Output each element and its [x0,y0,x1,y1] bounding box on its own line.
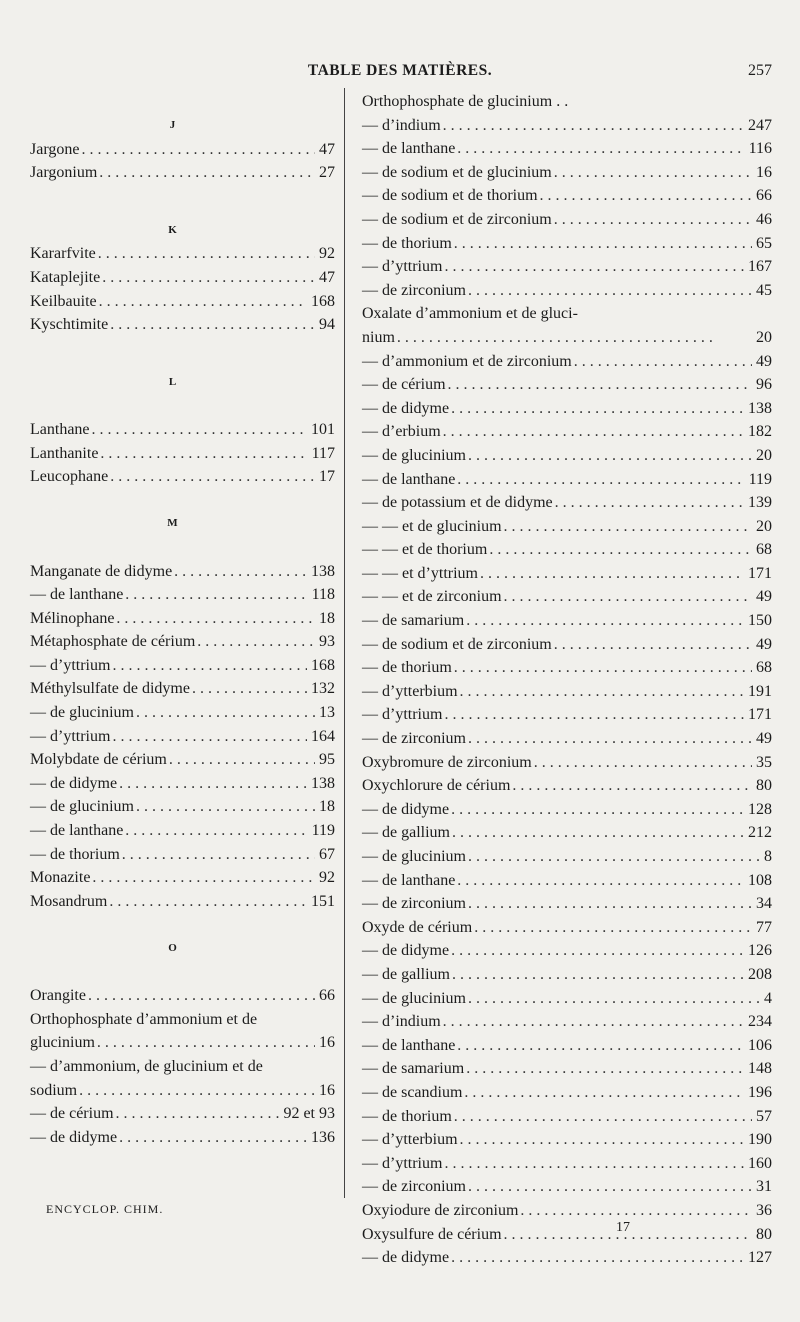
index-entry: — de lanthane . . . 108 [362,869,772,893]
index-entry: — d’yttrium . . . 164 [30,725,335,749]
index-entry: — de lanthane . . . 106 [362,1034,772,1058]
index-entry: Keilbauite . . . 168 [30,290,335,314]
running-title: TABLE DES MATIÈRES. [307,62,493,79]
index-entry: — de glucinium . . . 4 [362,987,772,1011]
index-entry: — de potassium et de didyme . . . 139 [362,491,772,515]
index-entry: — de thorium . . . 65 [362,232,772,256]
section-letter-j: J [169,119,176,131]
index-entry: — de thorium . . . 67 [30,843,335,867]
index-entry: Méthylsulfate de didyme . . . 132 [30,677,335,701]
left-column [30,114,335,1149]
index-entry: — de lanthane . . . 119 [362,468,772,492]
index-entry-line: Orthophosphate d’ammonium et de [30,1010,258,1028]
index-entry: — de lanthane . . . 116 [362,137,772,161]
index-entry: sodium . . . 16 [30,1079,335,1103]
index-entry: Molybdate de cérium . . . 95 [30,748,335,772]
index-entry: Monazite . . . 92 [30,866,335,890]
index-entry: — de glucinium . . . 18 [30,795,335,819]
signature-mark: 17 [616,1220,630,1235]
index-entry: Kararfvite . . . 92 [30,242,335,266]
index-entry: — d’yttrium . . . 168 [30,654,335,678]
page-header [0,62,800,86]
section-letter-l: L [168,375,177,388]
index-entry: nium . . . 20 [362,326,772,350]
index-entry: — de didyme . . . 136 [30,1126,335,1150]
index-entry: — d’yttrium . . . 160 [362,1152,772,1176]
index-entry: — de sodium et de thorium . . . 66 [362,184,772,208]
index-entry: — de zirconium . . . 49 [362,727,772,751]
index-entry: — d’yttrium . . . 171 [362,703,772,727]
index-entry: — de thorium . . . 57 [362,1105,772,1129]
index-entry: — de glucinium . . . 8 [362,845,772,869]
index-entry: — de sodium et de glucinium . . . 16 [362,161,772,185]
index-entry: — de zirconium . . . 45 [362,279,772,303]
index-entry: — d’ytterbium . . . 191 [362,680,772,704]
right-column [362,90,772,1270]
index-entry: — de didyme . . . 138 [362,397,772,421]
index-entry: Mélinophane . . . 18 [30,607,335,631]
publisher-footer: ENCYCLOP. CHIM. [46,1202,164,1216]
index-entry: glucinium . . . 16 [30,1031,335,1055]
section-letter-k: K [168,223,177,236]
index-entry-line: Oxalate d’ammonium et de gluci- [362,305,578,323]
index-entry: — de samarium . . . 148 [362,1057,772,1081]
index-entry: — de didyme . . . 127 [362,1246,772,1270]
index-entry: — d’yttrium . . . 167 [362,255,772,279]
index-entry: — de gallium . . . 212 [362,821,772,845]
index-entry: — — et de glucinium . . . 20 [362,515,772,539]
index-entry: Mosandrum . . . 151 [30,890,335,914]
page-number: 257 [748,62,772,79]
index-entry: Orangite . . . 66 [30,984,335,1008]
index-entry: Lanthane . . . 101 [30,418,335,442]
index-entry: Oxychlorure de cérium . . . 80 [362,774,772,798]
column-divider [344,88,345,1198]
index-entry: Manganate de didyme . . . 138 [30,560,335,584]
section-letter-m: M [167,517,178,530]
index-entry: — de gallium . . . 208 [362,963,772,987]
index-entry: — de cérium . . . 92 et 93 [30,1102,335,1126]
index-entry: — de lanthane . . . 118 [30,583,335,607]
index-entry: Oxybromure de zirconium . . . 35 [362,751,772,775]
index-entry: — de thorium . . . 68 [362,656,772,680]
index-entry: Oxysulfure de cérium . . . 80 [362,1223,772,1247]
index-entry: — d’indium . . . 247 [362,114,772,138]
index-entry: — de sodium et de zirconium . . . 49 [362,633,772,657]
index-entry: — de sodium et de zirconium . . . 46 [362,208,772,232]
index-entry: — de cérium . . . 96 [362,373,772,397]
index-entry: Kataplejite . . . 47 [30,266,335,290]
section-letter-o: O [168,942,177,954]
index-entry: — de didyme . . . 128 [362,798,772,822]
index-entry: — d’ytterbium . . . 190 [362,1128,772,1152]
index-entry: Jargonium . . . 27 [30,161,335,185]
index-entry: — de glucinium . . . 20 [362,444,772,468]
index-entry: Oxyiodure de zirconium . . . 36 [362,1199,772,1223]
index-entry: Métaphosphate de cérium . . . 93 [30,630,335,654]
index-entry: — de zirconium . . . 31 [362,1175,772,1199]
index-entry: Leucophane . . . 17 [30,465,335,489]
index-entry: Lanthanite . . . 117 [30,442,335,466]
index-entry: — de didyme . . . 138 [30,772,335,796]
index-entry: Kyschtimite . . . 94 [30,313,335,337]
index-entry: Jargone . . . 47 [30,138,335,162]
index-entry: — — et d’yttrium . . . 171 [362,562,772,586]
index-entry-line: — d’ammonium, de glucinium et de [30,1057,263,1075]
index-entry: — de scandium . . . 196 [362,1081,772,1105]
index-entry-line: Orthophosphate de glucinium . . [362,93,569,110]
index-entry: — de lanthane . . . 119 [30,819,335,843]
index-entry: — de samarium . . . 150 [362,609,772,633]
index-entry: — de didyme . . . 126 [362,939,772,963]
index-entry: — de glucinium . . . 13 [30,701,335,725]
index-entry: — — et de zirconium . . . 49 [362,585,772,609]
index-entry: — — et de thorium . . . 68 [362,538,772,562]
index-entry: — d’ammonium et de zirconium . . . 49 [362,350,772,374]
index-entry: — d’erbium . . . 182 [362,420,772,444]
index-entry: — de zirconium . . . 34 [362,892,772,916]
index-entry: Oxyde de cérium . . . 77 [362,916,772,940]
index-entry: — d’indium . . . 234 [362,1010,772,1034]
